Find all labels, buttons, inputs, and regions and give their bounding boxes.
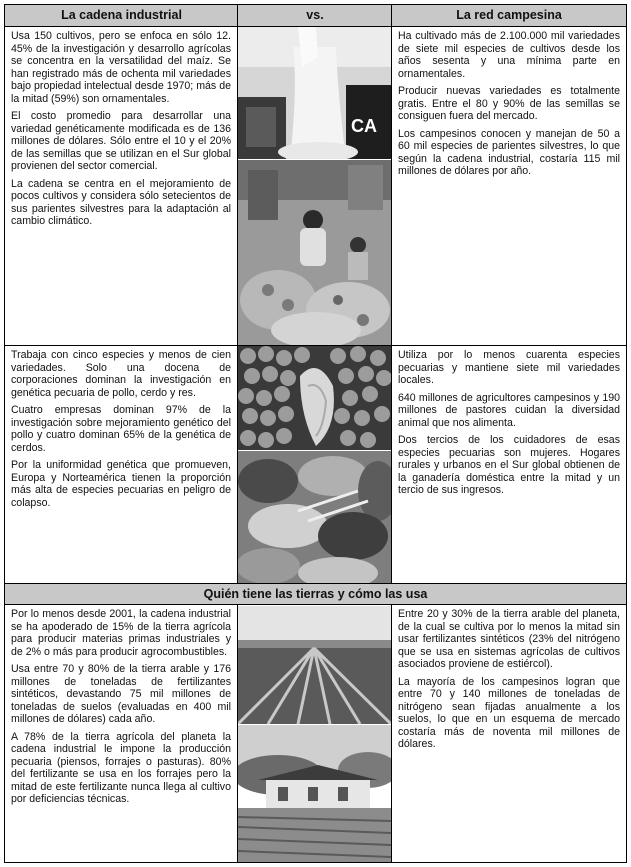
section3-industrial-text [5,605,237,862]
comparison-table [4,4,627,863]
photo-farmhouse [238,725,391,862]
paragraph: La mayoría de los campesinos logran que entre 70 y 140 millones de toneladas de nitrógeno sean fijadas anualmente a los suelos, lo que en un esquema de mercado costaría más de noventa mil millones de dólares. [398,675,620,750]
photo-vegetables [238,451,391,583]
paragraph: Usa entre 70 y 80% de la tierra arable y 176 millones de toneladas de fertilizantes sintéticos, devastando 75 mil millones de toneladas de suelos (evaluadas en 400 mil millones de dólares) cada año. [11,663,231,725]
section3-title: Quién tiene las tierras y cómo las usa [5,583,626,605]
paragraph: Los campesinos conocen y manejan de 50 a 60 mil especies de parientes silvestres, lo que según la cadena industrial, costaría 115 mil millones de dólares por año. [398,127,620,177]
header-peasant-network: La red campesina [392,5,626,27]
section2-industrial-text [5,346,237,583]
photo-crop-rows [238,606,391,724]
header-vs: vs. [238,5,392,27]
paragraph: Dos tercios de los cuidadores de esas especies pecuarias son mujeres. Hogares rurales y urbanos en el Sur global obtienen de la ganadería doméstica entre la mitad y un tercio de sus ingresos. [398,434,620,496]
section3-peasant-text [392,605,626,862]
paragraph: Utiliza por lo menos cuarenta especies pecuarias y mantiene siete mil variedades locales. [398,349,620,386]
paragraph: El costo promedio para desarrollar una variedad genéticamente modificada es de 136 millones de dólares. Sólo entre el 10 y el 20% de las semillas que se utilizan en el Sur global provienen del sector comercial. [11,110,231,172]
photo-grain-sack [238,27,391,159]
paragraph: Usa 150 cultivos, pero se enfoca en sólo 12. 45% de la investigación y desarrollo agrícolas se concentra en la versatilidad del maíz. Se han registrado más de ochenta mil variedades bajo propiedad intelectual desde 1970; más de la mitad (59%) son ornamentales. [11,30,231,105]
header-industrial-chain: La cadena industrial [5,5,238,27]
paragraph: Entre 20 y 30% de la tierra arable del planeta, de la cual se cultiva por lo menos la mitad sin usar fertilizantes sintéticos (23% del nitrógeno que se usa en sistemas agrícolas de cultivos asociados proviene de estiércol). [398,608,620,670]
paragraph: Trabaja con cinco especies y menos de cien variedades. Solo una docena de corporaciones dominan la investigación en genética pecuaria de pollo, cerdo y res. [11,349,231,399]
paragraph: A 78% de la tierra agrícola del planeta la cadena industrial le impone la producción pecuaria (piensos, forrajes o pasturas). 80% del fertilizante se usa en los forrajes pero la mitad de este fertilizante nunca llega al cultivo por deficiencias técnicas. [11,730,231,805]
paragraph: 640 millones de agricultores campesinos y 190 millones de pastores cuidan la diversidad animal que nos alimenta. [398,391,620,429]
sack-lettering: CA [351,116,377,136]
paragraph: La cadena se centra en el mejoramiento de pocos cultivos y considera sólo setecientos de sus parientes silvestres para la adaptación al cambio climático. [11,177,231,227]
paragraph: Cuatro empresas dominan 97% de la investigación sobre mejoramiento genético del pollo y cuatro dominan 65% de la genética de cerdos. [11,404,231,454]
photo-market-vendors [238,160,391,345]
section1-peasant-text [392,27,626,345]
section1-industrial-text [5,27,237,345]
photo-beans [238,346,391,450]
paragraph: Producir nuevas variedades es totalmente gratis. Entre el 80 y 90% de las semillas se consiguen fuera del mercado. [398,85,620,122]
paragraph: Por lo menos desde 2001, la cadena industrial se ha apoderado de 15% de la tierra agrícola para producir materias primas industriales y de 2% o más para producir agrocombustibles. [11,608,231,658]
section2-peasant-text [392,346,626,583]
paragraph: Por la uniformidad genética que promueven, Europa y Norteamérica tienen la proporción más alta de especies pecuarias en peligro de colapso. [11,459,231,509]
paragraph: Ha cultivado más de 2.100.000 mil variedades de siete mil especies de cultivos desde los años sesenta y una mínima parte en ornamentales. [398,30,620,80]
